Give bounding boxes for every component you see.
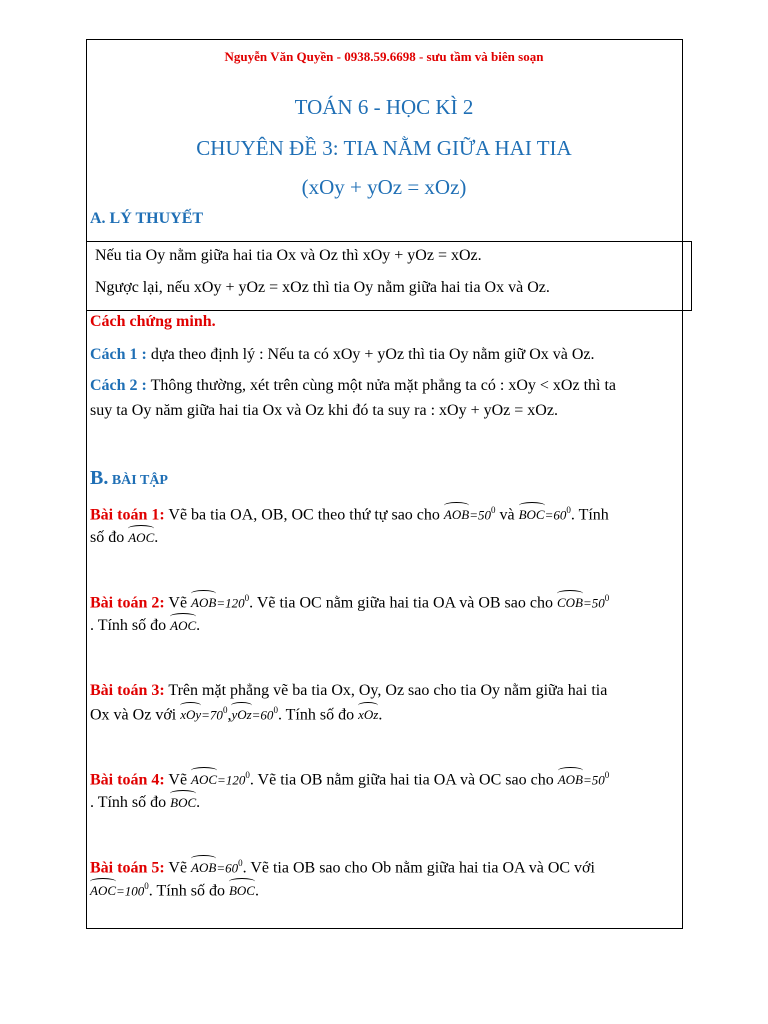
problem-4-text: . Vẽ tia OB nằm giữa hai tia OA và OC sao cho (249, 771, 558, 789)
method-1-label: Cách 1 : (90, 346, 147, 363)
angle-aob: AOB (557, 772, 583, 788)
problem-3-text: Trên mặt phẳng vẽ ba tia Ox, Oy, Oz sao cho tia Oy nằm giữa hai tia (164, 682, 608, 699)
problem-5-text: . (254, 882, 259, 900)
problem-3-label: Bài toán 3: (90, 682, 165, 699)
angle-value: =60 (251, 707, 274, 723)
problem-5-label: Bài toán 5: (90, 859, 165, 877)
angle-aob: AOB (191, 595, 217, 611)
angle-value: =100 (116, 883, 145, 899)
problem-1-text: và (495, 506, 519, 524)
problem-5-text: Vẽ (164, 859, 192, 877)
title-grade: TOÁN 6 - HỌC KÌ 2 (294, 95, 474, 119)
problem-1-label: Bài toán 1: (90, 506, 165, 524)
degree-sup: 0 (490, 505, 496, 515)
title-formula: (xOy + yOz = xOz) (301, 175, 467, 199)
angle-yoz: yOz (231, 707, 252, 723)
section-theory-heading: A. LÝ THUYẾT (90, 210, 204, 227)
method-1-text: dựa theo định lý : Nếu ta có xOy + yOz thì tia Oy nằm giữ Ox và Oz. (146, 346, 595, 363)
problem-3-text: . Tính số đo (277, 706, 359, 724)
title-topic: CHUYÊN ĐỀ 3: TIA NẰM GIỮA HAI TIA (196, 136, 572, 160)
section-b-title: BÀI TẬP (108, 473, 168, 488)
angle-value: =60 (216, 860, 239, 876)
theory-line-1: Nếu tia Oy nằm giữa hai tia Ox và Oz thì xOy + yOz = xOz. (95, 247, 482, 264)
method-2-text-b: suy ta Oy năm giữa hai tia Ox và Oz khi đó ta suy ra : xOy + yOz = xOz. (90, 402, 558, 419)
problem-3-line-2 (90, 705, 382, 724)
problem-2-line-1 (90, 593, 609, 612)
problem-4-text: . Tính số đo (90, 794, 171, 811)
angle-aoc: AOC (90, 883, 116, 899)
angle-value: =60 (544, 507, 567, 523)
problem-1-text: . Tính (570, 506, 609, 524)
problem-5-line-2 (90, 881, 259, 900)
problem-1-text: Vẽ ba tia OA, OB, OC theo thứ tự sao cho (164, 506, 444, 524)
author-line: Nguyễn Văn Quyền - 0938.59.6698 - sưu tầm và biên soạn (224, 49, 544, 64)
angle-cob: COB (556, 595, 583, 611)
problem-5-line-1 (90, 858, 595, 877)
problem-5-text: . Tính số đo (148, 882, 229, 900)
angle-value: =70 (201, 707, 223, 723)
degree-sup: 0 (604, 770, 610, 780)
angle-boc: BOC (170, 795, 197, 810)
problem-1-text: số đo (90, 529, 129, 546)
problem-1-line-2 (90, 528, 158, 547)
proof-heading: Cách chứng minh. (90, 313, 216, 330)
problem-3-text: . (378, 706, 383, 724)
degree-sup: 0 (566, 505, 571, 515)
angle-value: =50 (582, 595, 605, 611)
angle-value: =50 (582, 772, 605, 788)
problem-3-line-1 (90, 682, 607, 700)
problem-4-text: Vẽ (164, 771, 192, 789)
method-2-text-a: Thông thường, xét trên cùng một nửa mặt phẳng ta có : xOy < xOz thì ta (146, 377, 616, 394)
theory-line-2: Ngược lại, nếu xOy + yOz = xOz thì tia Oy nằm giữa hai tia Ox và Oz. (95, 279, 550, 296)
proof-method-2 (90, 377, 616, 395)
degree-sup: 0 (238, 858, 243, 868)
angle-value: =120 (216, 595, 245, 611)
problem-2-text: Vẽ (164, 594, 192, 612)
degree-sup: 0 (222, 705, 228, 715)
problem-4-line-2 (90, 793, 200, 812)
angle-aob: AOB (443, 507, 470, 523)
problem-5-text: . Vẽ tia OB sao cho Ob nằm giữa hai tia OA và OC với (242, 859, 595, 877)
problem-1-line-1 (90, 505, 609, 524)
angle-xoz: xOz (358, 707, 379, 723)
problem-2-line-2 (90, 616, 200, 635)
problem-1-text: . (154, 529, 159, 546)
problem-4-line-1 (90, 770, 609, 789)
problem-3-text: Ox và Oz với (90, 706, 181, 724)
angle-boc: BOC (228, 883, 255, 899)
angle-value: =50 (469, 507, 491, 523)
section-exercises-heading (90, 467, 168, 490)
angle-boc: BOC (518, 507, 545, 523)
angle-aoc: AOC (170, 618, 197, 633)
degree-sup: 0 (144, 881, 149, 891)
comma: , (227, 706, 232, 724)
problem-4-label: Bài toán 4: (90, 771, 165, 789)
proof-method-1 (90, 346, 595, 364)
angle-aoc: AOC (191, 772, 218, 788)
angle-aoc: AOC (128, 530, 155, 545)
degree-sup: 0 (273, 705, 278, 715)
degree-sup: 0 (604, 593, 610, 603)
problem-2-label: Bài toán 2: (90, 594, 165, 612)
angle-xoy: xOy (180, 707, 202, 723)
method-2-label: Cách 2 : (90, 377, 147, 394)
problem-2-text: . Vẽ tia OC nằm giữa hai tia OA và OB sao cho (249, 594, 557, 612)
problem-2-text: . Tính số đo (90, 617, 171, 634)
angle-value: =120 (217, 772, 246, 788)
degree-sup: 0 (245, 770, 250, 780)
angle-aob: AOB (191, 860, 217, 876)
section-b-letter: B. (90, 467, 109, 489)
problem-2-text: . (196, 617, 201, 634)
degree-sup: 0 (244, 593, 250, 603)
problem-4-text: . (196, 794, 201, 811)
